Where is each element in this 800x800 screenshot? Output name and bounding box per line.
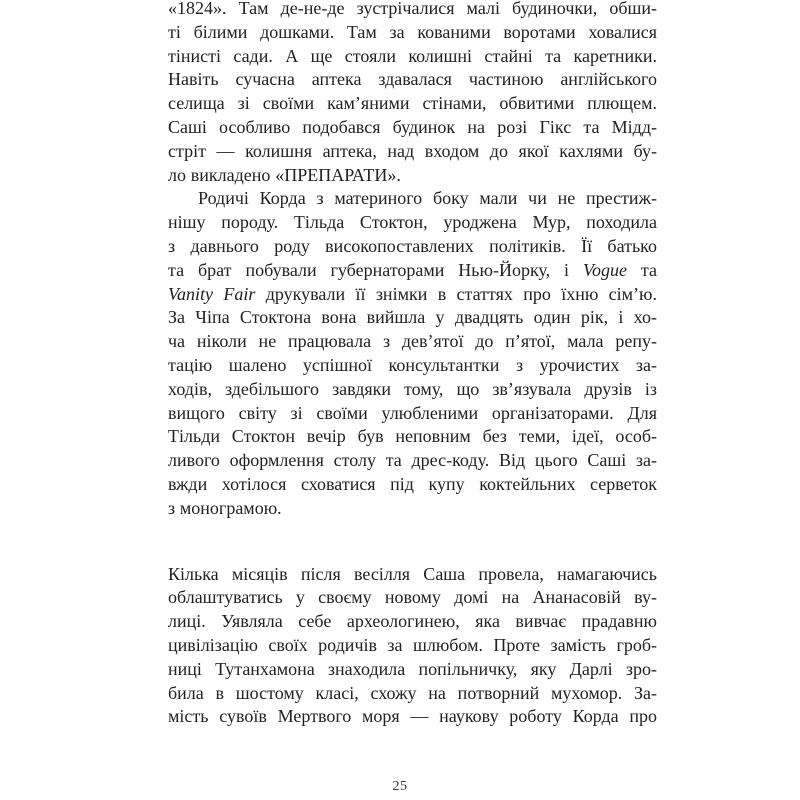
text-segment: нішу породу. Тільда Стоктон, уроджена Мур, походила — [168, 212, 657, 233]
text-line — [168, 473, 657, 497]
text-line — [168, 45, 657, 69]
text-segment: цивілізацію своїх родичів за шлюбом. Проте замість гроб- — [168, 634, 657, 655]
text-segment: друкували її знімки в статтях про їхню сім’ю. — [255, 283, 657, 304]
text-line — [168, 425, 657, 449]
text-segment: била в шостому класі, схожу на потворний мухомор. За- — [168, 682, 657, 703]
text-segment: та — [626, 259, 657, 280]
text-segment: Навіть сучасна аптека здавалася частиною англійського — [168, 69, 657, 90]
text-line — [168, 634, 657, 658]
text-line — [168, 705, 657, 729]
text-segment: облаштуватись у своєму новому домі на Ананасовій ву- — [168, 587, 657, 608]
text-line — [168, 402, 657, 426]
text-segment: з монограмою. — [168, 497, 282, 518]
text-segment: ло викладено «ПРЕПАРАТИ». — [168, 164, 401, 185]
text-line — [168, 68, 657, 92]
text-segment: тацію шалено успішної консультантки з урочистих за- — [168, 354, 657, 375]
text-line — [168, 21, 657, 45]
text-segment: лиці. Уявляла себе археологинею, яка вивчає прадавню — [168, 611, 657, 632]
text-line — [168, 682, 657, 706]
paragraph — [168, 563, 657, 730]
text-segment: За Чіпа Стоктона вона вийшла у двадцять один рік, і хо- — [168, 307, 657, 328]
text-segment: ливого оформлення столу та дрес-коду. Від цього Саші за- — [168, 450, 657, 471]
text-segment: Саші особливо подобався будинок на розі Гікс та Мідд- — [168, 116, 657, 137]
text-line — [168, 610, 657, 634]
text-line — [168, 187, 657, 211]
text-segment: Тільди Стоктон вечір був неповним без теми, ідеї, особ- — [168, 426, 657, 447]
text-segment: стріт — колишня аптека, над входом до якої кахлями бу- — [168, 140, 657, 161]
text-segment: мість сувоїв Мертвого моря — наукову роботу Корда про — [168, 706, 657, 727]
text-line — [168, 586, 657, 610]
text-segment: Родичі Корда з материного боку мали чи не престиж- — [198, 188, 657, 209]
text-line — [168, 140, 657, 164]
text-line — [168, 330, 657, 354]
text-line — [168, 563, 657, 587]
text-column — [168, 0, 657, 729]
text-line — [168, 211, 657, 235]
text-segment: з давнього роду високопоставлених політиків. Її батько — [168, 235, 657, 256]
text-line — [168, 497, 657, 521]
text-line — [168, 449, 657, 473]
text-line — [168, 283, 657, 307]
text-segment: тінисті сади. А ще стояли колишні стайні та каретники. — [168, 45, 657, 66]
text-segment: ті білими дошками. Там за кованими воротами ховалися — [168, 21, 657, 42]
italic-text: Vanity Fair — [168, 283, 256, 304]
text-segment: та брат побували губернаторами Нью-Йорку, і — [168, 259, 583, 280]
text-line — [168, 92, 657, 116]
text-segment: вжди хотілося сховатися під купу коктейльних серветок — [168, 473, 657, 494]
text-line — [168, 116, 657, 140]
text-line — [168, 0, 657, 21]
page-number: 25 — [392, 779, 408, 794]
text-segment: «1824». Там де-не-де зустрічалися малі будиночки, обши- — [168, 0, 657, 18]
text-segment: селища зі своїми кам’яними стінами, обвитими плющем. — [168, 93, 657, 114]
text-segment: Кілька місяців після весілля Саша провела, намагаючись — [168, 563, 657, 584]
text-line — [168, 306, 657, 330]
paragraph — [168, 187, 657, 520]
text-segment: ча ніколи не працювала з дев’ятої до п’ятої, мала репу- — [168, 331, 657, 352]
text-segment: ниці Тутанхамона знаходила попільничку, яку Дарлі зро- — [168, 658, 657, 679]
text-line — [168, 164, 657, 188]
text-segment: ходів, здебільшого завдяки тому, що зв’язувала друзів із — [168, 378, 657, 399]
paragraph — [168, 0, 657, 187]
text-line — [168, 354, 657, 378]
text-line — [168, 259, 657, 283]
text-line — [168, 658, 657, 682]
text-line — [168, 378, 657, 402]
text-line — [168, 235, 657, 259]
italic-text: Vogue — [582, 259, 627, 280]
text-segment: вищого світу зі своїми улюбленими організаторами. Для — [168, 402, 657, 423]
